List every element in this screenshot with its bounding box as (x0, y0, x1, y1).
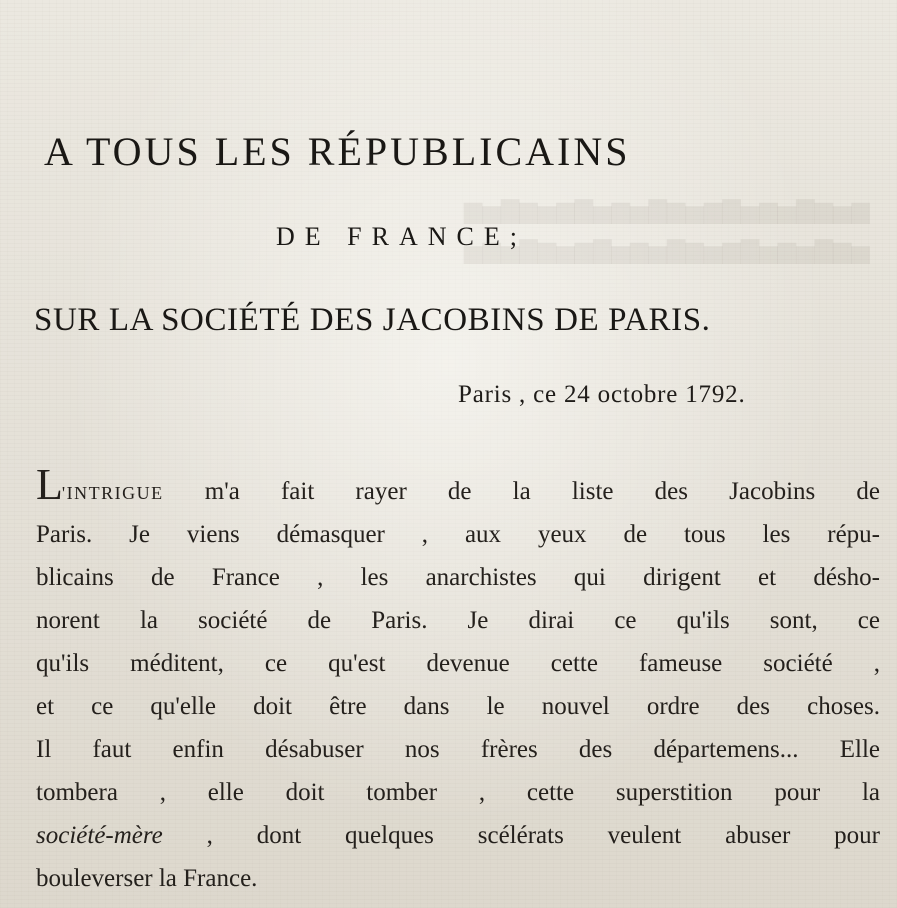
paragraph-line-4: norent la société de Paris. Je dirai ce qu'ils sont, ce (36, 607, 880, 634)
body-paragraph (36, 470, 880, 900)
lead-small-caps: 'INTRIGUE (61, 483, 164, 503)
title-line-1: A TOUS LES RÉPUBLICAINS (44, 129, 631, 174)
paragraph-line-6: et ce qu'elle doit être dans le nouvel ordre des choses. (36, 693, 880, 720)
paragraph-line-8: tombera , elle doit tomber , cette superstition pour la (36, 779, 880, 806)
drop-cap: L (36, 470, 62, 509)
title-line-2: DE FRANCE; (276, 222, 527, 251)
paragraph-line-7: Il faut enfin désabuser nos frères des départemens... Elle (36, 736, 880, 763)
dateline: Paris , ce 24 octobre 1792. (458, 381, 746, 408)
paragraph-line-1 (36, 470, 880, 513)
paragraph-line-2: Paris. Je viens démasquer , aux yeux de tous les répu- (36, 521, 880, 548)
italic-phrase: société-mère (36, 822, 163, 849)
bleed-through-texture: ▅▆▇▅▆▅▇▆▅▆▇▅▆▅▇▆▅▆▇▅▆▅ (463, 238, 870, 264)
paragraph-line-3: blicains de France , les anarchistes qui dirigent et désho- (36, 564, 880, 591)
line-1-text: m'a fait rayer de la liste des Jacobins de (163, 478, 880, 505)
title-line-3: SUR LA SOCIÉTÉ DES JACOBINS DE PARIS. (34, 302, 711, 338)
bleed-through-texture: ▆▅▆▇▅▆▅▇▆▅▆▇▅▆▅▇▆▅▆▇▅▆ (463, 198, 870, 224)
paragraph-line-9 (36, 814, 880, 857)
paragraph-line-5: qu'ils méditent, ce qu'est devenue cette fameuse société , (36, 650, 880, 677)
line-9-text: , dont quelques scélérats veulent abuser pour (206, 822, 880, 849)
paragraph-line-10: bouleverser la France. (36, 865, 258, 892)
